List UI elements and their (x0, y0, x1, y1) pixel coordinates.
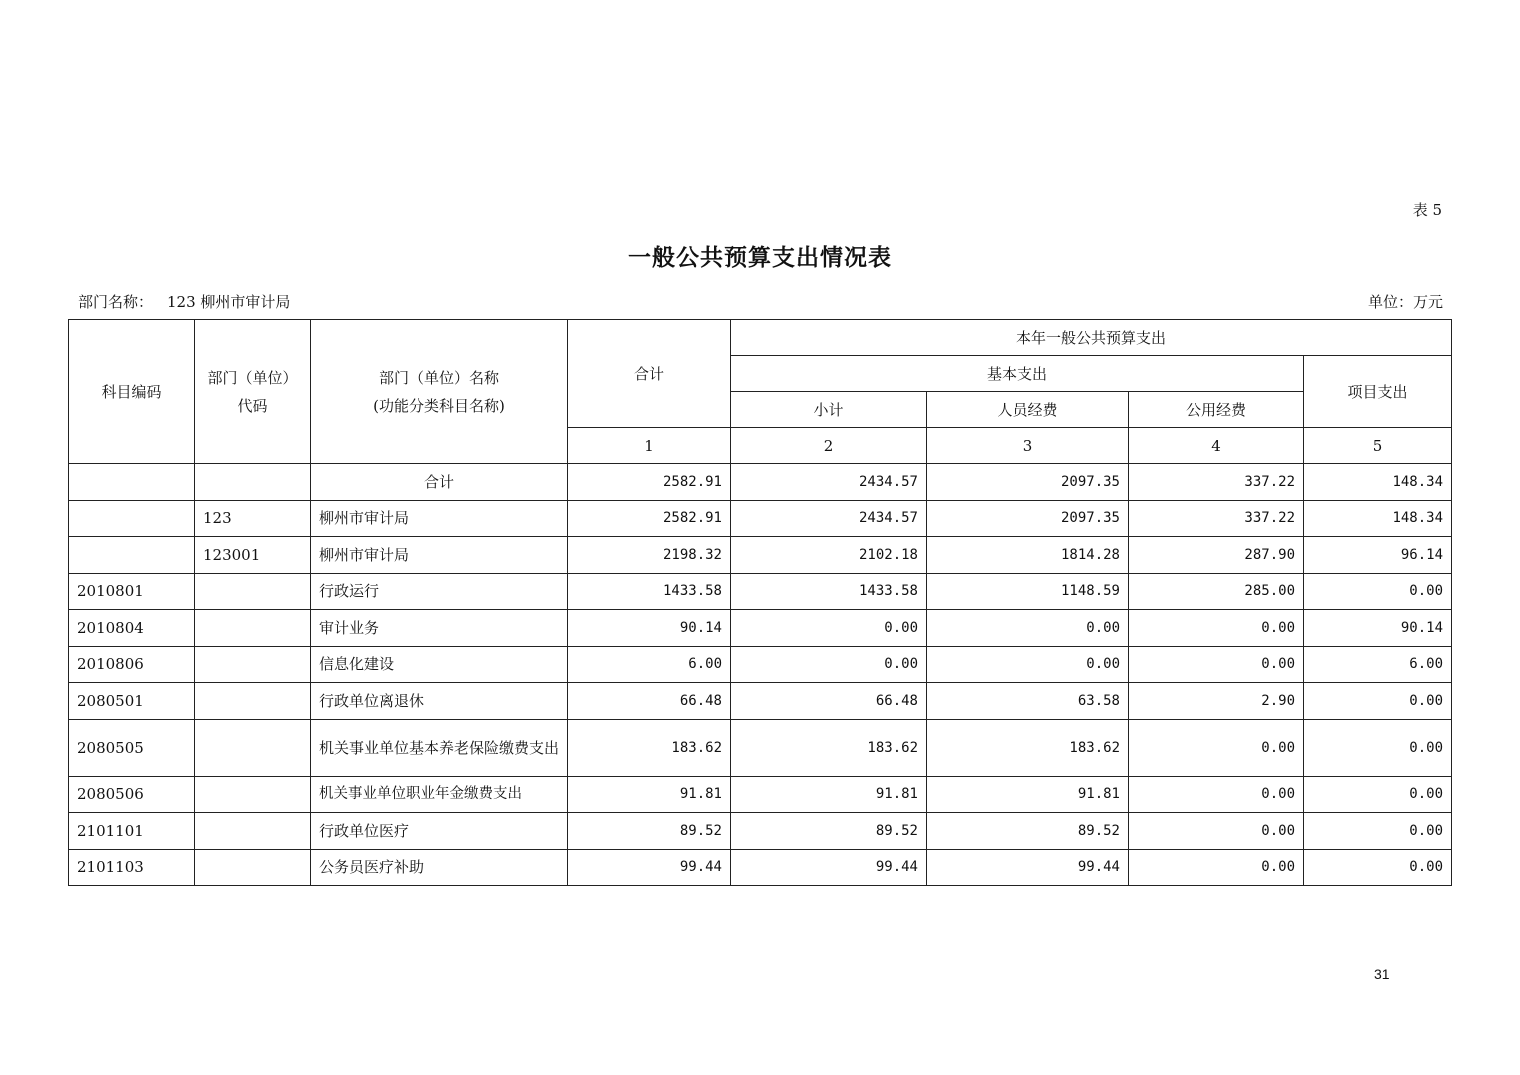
table-row (69, 776, 1452, 813)
cell-name: 合计 (311, 464, 568, 501)
cell-code: 2010804 (69, 610, 195, 647)
table-row-total (69, 464, 1452, 501)
cell-total: 6.00 (568, 646, 731, 683)
cell-personnel: 0.00 (927, 610, 1129, 647)
cell-name: 信息化建设 (311, 646, 568, 683)
cell-code (69, 464, 195, 501)
page-title: 一般公共预算支出情况表 (628, 244, 892, 271)
cell-public: 0.00 (1129, 813, 1304, 850)
cell-code: 2080501 (69, 683, 195, 720)
header-col-number-4: 4 (1129, 428, 1304, 464)
table-label: 表 5 (1412, 201, 1442, 219)
cell-project: 0.00 (1304, 719, 1452, 776)
cell-public: 285.00 (1129, 573, 1304, 610)
cell-dept-code (195, 464, 311, 501)
page-number: 31 (1374, 966, 1390, 982)
cell-name: 公务员医疗补助 (311, 849, 568, 886)
cell-subtotal: 89.52 (731, 813, 927, 850)
cell-personnel: 1814.28 (927, 537, 1129, 574)
cell-public: 0.00 (1129, 646, 1304, 683)
cell-subtotal: 91.81 (731, 776, 927, 813)
cell-project: 148.34 (1304, 464, 1452, 501)
cell-personnel: 91.81 (927, 776, 1129, 813)
cell-code (69, 500, 195, 537)
header-col-number-5: 5 (1304, 428, 1452, 464)
cell-project: 0.00 (1304, 573, 1452, 610)
unit-label: 单位：万元 (1367, 293, 1443, 311)
cell-dept-code: 123001 (195, 537, 311, 574)
table-row (69, 719, 1452, 776)
cell-project: 96.14 (1304, 537, 1452, 574)
cell-project: 0.00 (1304, 849, 1452, 886)
table-row (69, 573, 1452, 610)
budget-table (68, 319, 1452, 886)
cell-total: 2582.91 (568, 500, 731, 537)
cell-dept-code: 123 (195, 500, 311, 537)
header-dept-name-line1: 部门（单位）名称 (378, 368, 499, 387)
cell-personnel: 89.52 (927, 813, 1129, 850)
cell-code: 2010801 (69, 573, 195, 610)
cell-subtotal: 99.44 (731, 849, 927, 886)
cell-personnel: 2097.35 (927, 464, 1129, 501)
cell-total: 2198.32 (568, 537, 731, 574)
cell-personnel: 183.62 (927, 719, 1129, 776)
header-basic: 基本支出 (731, 356, 1304, 392)
header-dept-code (195, 320, 311, 464)
cell-total: 90.14 (568, 610, 731, 647)
cell-subtotal: 2102.18 (731, 537, 927, 574)
table-row (69, 646, 1452, 683)
cell-project: 0.00 (1304, 776, 1452, 813)
cell-dept-code (195, 610, 311, 647)
cell-code (69, 537, 195, 574)
cell-subtotal: 0.00 (731, 610, 927, 647)
cell-code: 2101103 (69, 849, 195, 886)
cell-total: 2582.91 (568, 464, 731, 501)
cell-personnel: 63.58 (927, 683, 1129, 720)
cell-code: 2080505 (69, 719, 195, 776)
table-row (69, 683, 1452, 720)
cell-code: 2010806 (69, 646, 195, 683)
table-row (69, 500, 1452, 537)
header-project: 项目支出 (1304, 356, 1452, 428)
header-dept-name (311, 320, 568, 464)
cell-name: 柳州市审计局 (311, 537, 568, 574)
header-dept-code-line2: 代码 (237, 396, 268, 415)
cell-personnel: 0.00 (927, 646, 1129, 683)
cell-subtotal: 2434.57 (731, 464, 927, 501)
cell-project: 6.00 (1304, 646, 1452, 683)
header-code: 科目编码 (69, 320, 195, 464)
table-row (69, 849, 1452, 886)
cell-project: 0.00 (1304, 813, 1452, 850)
cell-dept-code (195, 573, 311, 610)
cell-project: 0.00 (1304, 683, 1452, 720)
cell-name: 行政单位医疗 (311, 813, 568, 850)
table-row (69, 537, 1452, 574)
cell-subtotal: 1433.58 (731, 573, 927, 610)
header-col-number-3: 3 (927, 428, 1129, 464)
cell-project: 148.34 (1304, 500, 1452, 537)
cell-personnel: 1148.59 (927, 573, 1129, 610)
cell-public: 0.00 (1129, 849, 1304, 886)
cell-dept-code (195, 683, 311, 720)
header-subtotal: 小计 (731, 392, 927, 428)
cell-name: 行政单位离退休 (311, 683, 568, 720)
department-value: 123 柳州市审计局 (167, 293, 291, 311)
header-public: 公用经费 (1129, 392, 1304, 428)
cell-dept-code (195, 776, 311, 813)
cell-dept-code (195, 719, 311, 776)
cell-name: 审计业务 (311, 610, 568, 647)
cell-code: 2101101 (69, 813, 195, 850)
cell-name: 机关事业单位职业年金缴费支出 (311, 776, 568, 813)
cell-name: 柳州市审计局 (311, 500, 568, 537)
header-col-number-1: 1 (568, 428, 731, 464)
header-personnel: 人员经费 (927, 392, 1129, 428)
header-col-number-2: 2 (731, 428, 927, 464)
header-total: 合计 (568, 320, 731, 428)
cell-public: 0.00 (1129, 719, 1304, 776)
cell-dept-code (195, 646, 311, 683)
cell-dept-code (195, 849, 311, 886)
cell-total: 66.48 (568, 683, 731, 720)
table-row (69, 610, 1452, 647)
cell-total: 183.62 (568, 719, 731, 776)
header-dept-name-line2: (功能分类科目名称) (373, 396, 505, 415)
cell-total: 99.44 (568, 849, 731, 886)
cell-name: 行政运行 (311, 573, 568, 610)
header-group: 本年一般公共预算支出 (731, 320, 1452, 356)
cell-subtotal: 66.48 (731, 683, 927, 720)
cell-total: 89.52 (568, 813, 731, 850)
cell-project: 90.14 (1304, 610, 1452, 647)
cell-personnel: 99.44 (927, 849, 1129, 886)
cell-code: 2080506 (69, 776, 195, 813)
cell-total: 91.81 (568, 776, 731, 813)
cell-public: 0.00 (1129, 776, 1304, 813)
cell-public: 2.90 (1129, 683, 1304, 720)
cell-personnel: 2097.35 (927, 500, 1129, 537)
table-row (69, 813, 1452, 850)
cell-dept-code (195, 813, 311, 850)
department-label: 部门名称： (78, 293, 154, 311)
cell-subtotal: 2434.57 (731, 500, 927, 537)
cell-public: 0.00 (1129, 610, 1304, 647)
cell-subtotal: 183.62 (731, 719, 927, 776)
cell-subtotal: 0.00 (731, 646, 927, 683)
header-dept-code-line1: 部门（单位） (207, 368, 298, 387)
cell-public: 287.90 (1129, 537, 1304, 574)
cell-name: 机关事业单位基本养老保险缴费支出 (311, 719, 568, 776)
cell-total: 1433.58 (568, 573, 731, 610)
cell-public: 337.22 (1129, 500, 1304, 537)
department-line (78, 291, 290, 312)
cell-public: 337.22 (1129, 464, 1304, 501)
